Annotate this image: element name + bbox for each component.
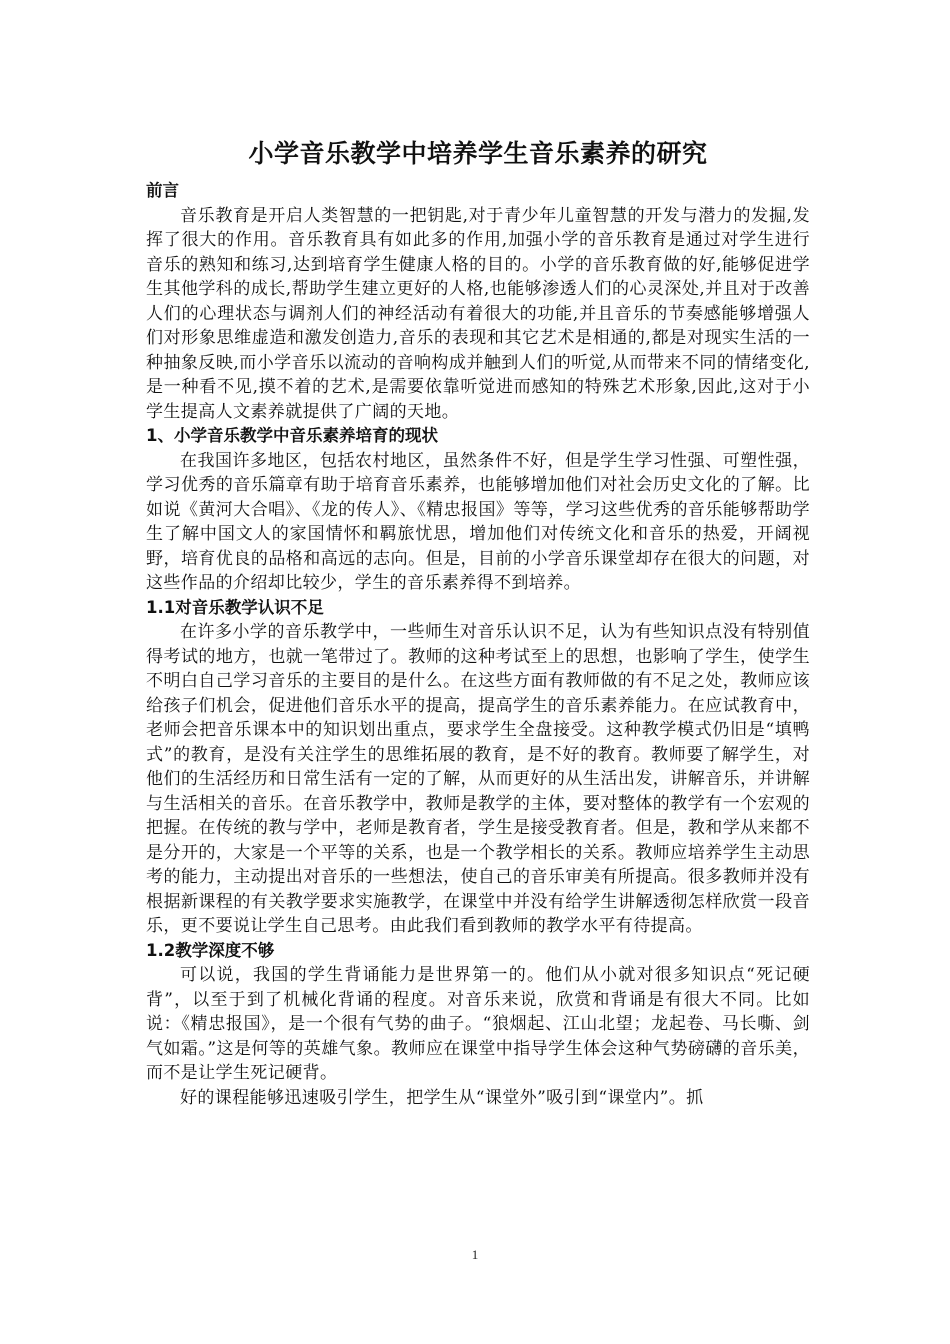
paragraph: 好的课程能够迅速吸引学生，把学生从“课堂外”吸引到“课堂内”。抓 — [180, 1087, 704, 1108]
section-heading: 前言 — [146, 181, 179, 200]
document-body — [146, 136, 810, 1110]
section-preface — [146, 179, 810, 424]
section-insufficient-depth — [146, 939, 810, 1111]
section-insufficient-understanding — [146, 596, 810, 939]
paragraph: 在我国许多地区，包括农村地区，虽然条件不好，但是学生学习性强、可塑性强，学习优秀的音乐篇章有助于培育音乐素养，也能够增加他们对社会历史文化的了解。比如说《黄河大合唱》、《龙的传人》、《精忠报国》等等，学习这些优秀的音乐能够帮助学生了解中国文人的家国情怀和羁旅忧思，增加他们对传统文化和音乐的热爱，开阔视野，培育优良的品格和高远的志向。但是，目前的小学音乐课堂却存在很大的问题，对这些作品的介绍却比较少，学生的音乐素养得不到培养。 — [146, 450, 810, 593]
page-number: 1 — [471, 1247, 479, 1262]
paragraph: 可以说，我国的学生背诵能力是世界第一的。他们从小就对很多知识点“死记硬背”，以至于到了机械化背诵的程度。对音乐来说，欣赏和背诵是有很大不同。比如说：《精忠报国》，是一个很有气势的曲子。“狼烟起、江山北望；龙起卷、马长嘶、剑气如霜。”这是何等的英雄气象。教师应在课堂中指导学生体会这种气势磅礴的音乐美，而不是让学生死记硬背。 — [146, 965, 810, 1083]
section-heading: 1.2教学深度不够 — [146, 940, 275, 960]
section-heading: 1.1对音乐教学认识不足 — [146, 597, 324, 617]
paragraph: 在许多小学的音乐教学中，一些师生对音乐认识不足，认为有些知识点没有特别值得考试的地方，也就一笔带过了。教师的这种考试至上的思想，也影响了学生，使学生不明白自己学习音乐的主要目的是什么。在这些方面有教师做的有不足之处，教师应该给孩子们机会，促进他们音乐水平的提高，提高学生的音乐素养能力。在应试教育中，老师会把音乐课本中的知识划出重点，要求学生全盘接受。这种教学模式仍旧是“填鸭式”的教育，是没有关注学生的思维拓展的教育，是不好的教育。教师要了解学生，对他们的生活经历和日常生活有一定的了解，从而更好的从生活出发，讲解音乐，并讲解与生活相关的音乐。在音乐教学中，教师是教学的主体，要对整体的教学有一个宏观的把握。在传统的教与学中，老师是教育者，学生是接受教育者。但是，教和学从来都不是分开的，大家是一个平等的关系，也是一个教学相长的关系。教师应培养学生主动思考的能力，主动提出对音乐的一些想法，使自己的音乐审美有所提高。很多教师并没有根据新课程的有关教学要求实施教学，在课堂中并没有给学生讲解透彻怎样欣赏一段音乐，更不要说让学生自己思考。由此我们看到教师的教学水平有待提高。 — [146, 622, 810, 936]
section-heading: 1、小学音乐教学中音乐素养培育的现状 — [146, 426, 438, 445]
document-title: 小学音乐教学中培养学生音乐素养的研究 — [248, 139, 708, 168]
paragraph: 音乐教育是开启人类智慧的一把钥匙,对于青少年儿童智慧的开发与潜力的发掘,发挥了很大的作用。音乐教育具有如此多的作用,加强小学的音乐教育是通过对学生进行音乐的熟知和练习,达到培育学生健康人格的目的。小学的音乐教育做的好,能够促进学生其他学科的成长,帮助学生建立更好的人格,也能够渗透人们的心灵深处,并且对于改善人们的心理状态与调剂人们的神经活动有着很大的功能,并且音乐的节奏感能够增强人们对形象思维虚造和激发创造力,音乐的表现和其它艺术是相通的,都是对现实生活的一种抽象反映,而小学音乐以流动的音响构成并触到人们的听觉,从而带来不同的情绪变化,是一种看不见,摸不着的艺术,是需要依靠听觉进而感知的特殊艺术形象,因此,这对于小学生提高人文素养就提供了广阔的天地。 — [146, 205, 810, 422]
section-current-status — [146, 424, 810, 596]
